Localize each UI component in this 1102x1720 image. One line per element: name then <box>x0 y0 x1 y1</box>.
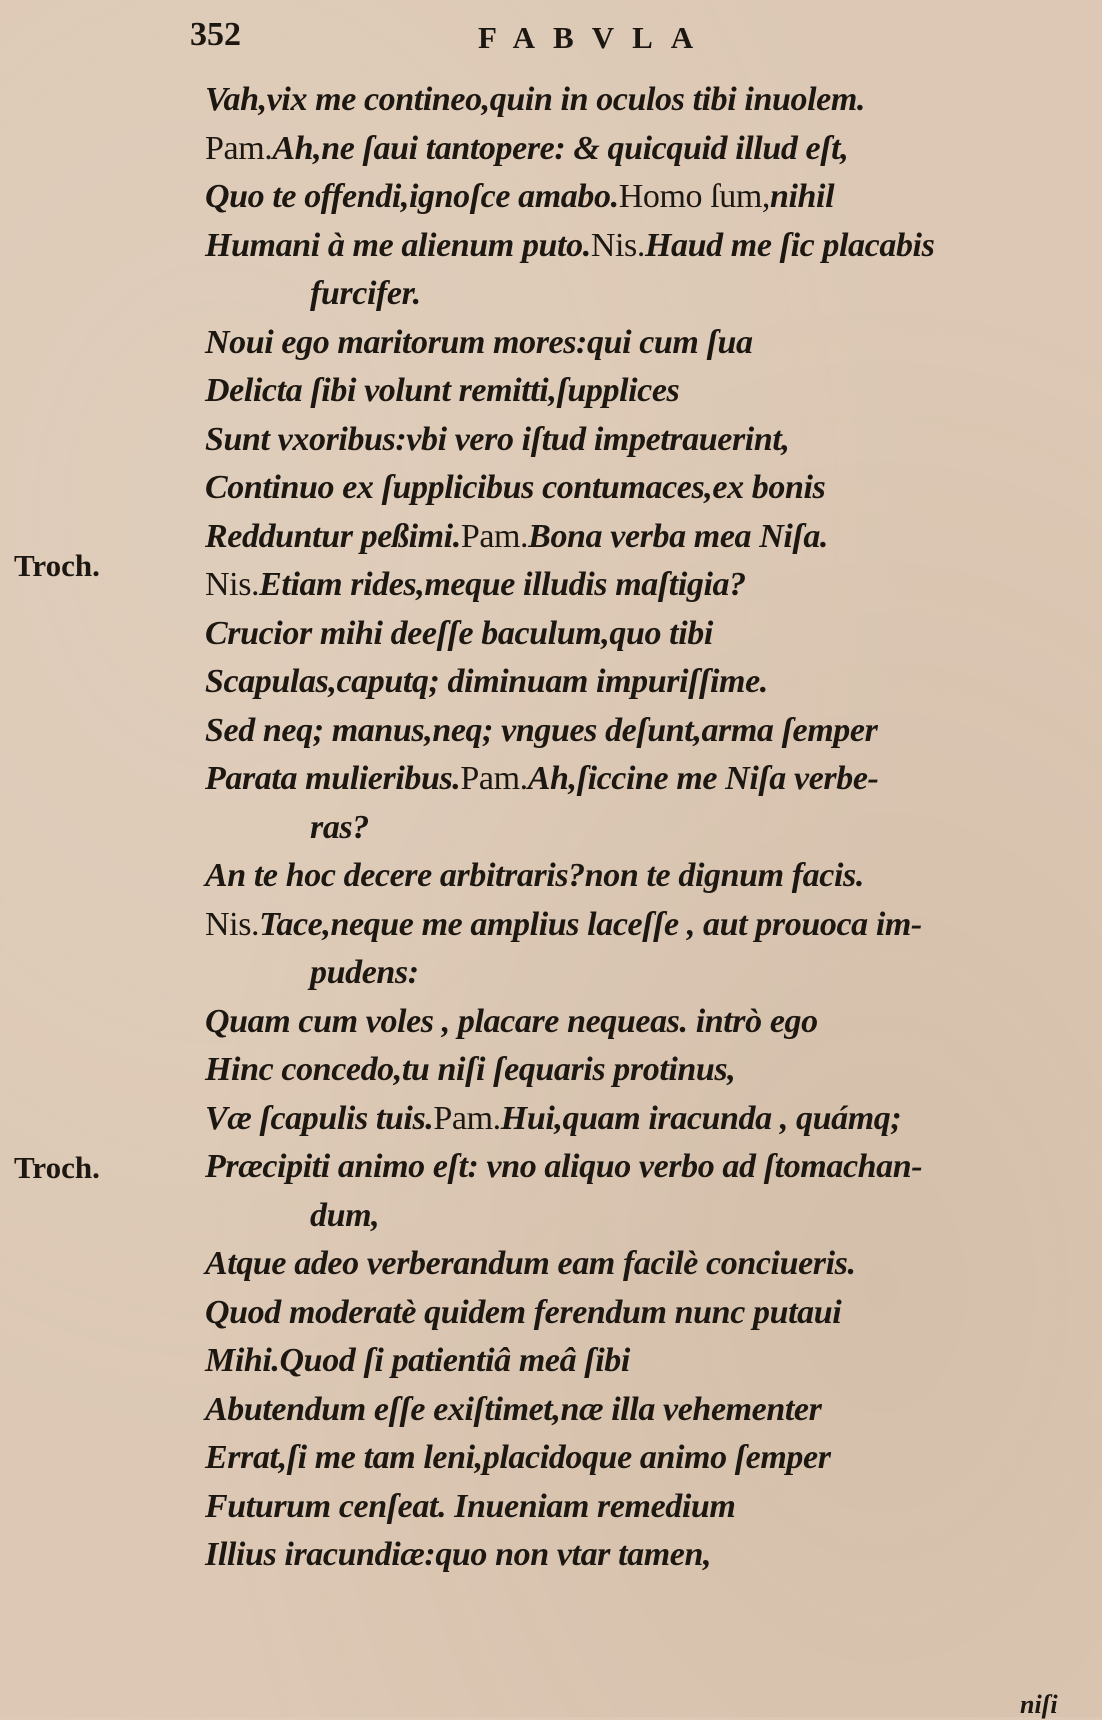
verse-line <box>205 464 1085 513</box>
verse-text: nihil <box>769 178 835 215</box>
verse-text: Ah,ſiccine me Niſa verbe- <box>527 760 879 797</box>
verse-line <box>205 852 1085 901</box>
verse-text: Illius iracundiæ:quo non vtar tamen, <box>205 1536 712 1573</box>
verse-text: Quo te offendi,ignoſce amabo. <box>205 178 619 215</box>
verse-text: Futurum cenſeat. Inueniam remedium <box>205 1487 736 1525</box>
verse-text: dum, <box>310 1196 380 1234</box>
speaker-label: Pam. <box>460 517 529 555</box>
verse-line <box>205 658 1085 707</box>
verse-line <box>205 76 1085 125</box>
verse-line <box>205 1143 1085 1192</box>
verse-line <box>205 1046 1085 1095</box>
verse-text: Delicta ſibi volunt remitti,ſupplices <box>205 372 680 409</box>
verse-text: Noui ego maritorum mores:qui cum ſua <box>205 323 753 361</box>
verse-text: furcifer. <box>310 275 421 312</box>
verse-text: Mihi.Quod ſi patientiâ meâ ſibi <box>205 1342 630 1379</box>
verse-text: Scapulas,caputq; diminuam impuriſſime. <box>205 663 768 700</box>
verse-text: Etiam rides,meque illudis maſtigia? <box>259 566 746 603</box>
verse-line <box>205 1289 1085 1338</box>
verse-line <box>205 998 1085 1047</box>
verse-line <box>205 1531 1085 1580</box>
verse-text: Tace,neque me amplius laceſſe , aut prouoca im- <box>259 905 922 943</box>
verse-text: Redduntur peßimi. <box>205 517 461 555</box>
verse-text: Sunt vxoribus:vbi vero iſtud impetrauerint, <box>205 420 790 458</box>
speaker-label: Nis. <box>590 226 645 264</box>
verse-line <box>205 125 1085 174</box>
verse-line <box>205 610 1085 659</box>
verse-line-continuation <box>205 804 1085 853</box>
verse-line <box>205 561 1085 610</box>
verse-text: Hinc concedo,tu niſi ſequaris protinus, <box>205 1051 736 1088</box>
speaker-label: Homo ſum, <box>618 178 770 215</box>
verse-line <box>205 1337 1085 1386</box>
verse-line-continuation <box>205 1192 1085 1241</box>
verse-text: Abutendum eſſe exiſtimet,næ illa vehementer <box>205 1390 822 1428</box>
verse-line <box>205 222 1085 271</box>
verse-text: Ah,ne ſaui tantopere: & quicquid illud eſt, <box>272 129 849 167</box>
verse-text: Quod moderatè quidem ferendum nunc putaui <box>205 1293 842 1331</box>
verse-line <box>205 707 1085 756</box>
verse-text: ras? <box>310 808 369 846</box>
speaker-label: Pam. <box>433 1099 501 1137</box>
verse-text: Sed neq; manus,neq; vngues deſunt,arma ſemper <box>205 711 878 749</box>
verse-line <box>205 1386 1085 1435</box>
verse-text: Quam cum voles , placare nequeas. intrò ego <box>205 1002 818 1040</box>
verse-text: Atque adeo verberandum eam facilè conciueris. <box>205 1245 856 1282</box>
verse-text: Præcipiti animo eſt: vno aliquo verbo ad ſtomachan- <box>205 1148 923 1185</box>
verse-text: Crucior mihi deeſſe baculum,quo tibi <box>205 614 713 652</box>
speaker-label: Pam. <box>205 129 273 167</box>
speaker-label: Nis. <box>205 905 260 943</box>
verse-text: Parata mulieribus. <box>205 760 461 797</box>
verse-line-continuation <box>205 949 1085 998</box>
speaker-label: Pam. <box>460 760 528 797</box>
verse-line <box>205 513 1085 562</box>
verse-text: Haud me ſic placabis <box>644 226 935 264</box>
verse-line <box>205 1240 1085 1289</box>
verse-text: Continuo ex ſupplicibus contumaces,ex bonis <box>205 469 826 506</box>
verse-line <box>205 901 1085 950</box>
verse-line <box>205 416 1085 465</box>
verse-line-continuation <box>205 270 1085 319</box>
verse-line <box>205 755 1085 804</box>
verse-text: Humani à me alienum puto. <box>205 226 591 264</box>
running-title: FABVLA <box>478 20 712 55</box>
verse-line <box>205 173 1085 222</box>
margin-note-troch-2: Troch. <box>14 1150 100 1185</box>
verse-text: Vah,vix me contineo,quin in oculos tibi inuolem. <box>205 81 865 118</box>
verse-line <box>205 1434 1085 1483</box>
verse-line <box>205 319 1085 368</box>
page-number: 352 <box>190 16 241 53</box>
verse-text-block <box>205 76 1085 1580</box>
verse-text: Bona verba mea Niſa. <box>528 517 829 555</box>
verse-text: An te hoc decere arbitraris?non te dignum facis. <box>205 857 864 894</box>
verse-line <box>205 1483 1085 1532</box>
catchword: niſi <box>1020 1690 1058 1719</box>
verse-text: Væ ſcapulis tuis. <box>205 1099 434 1137</box>
verse-line <box>205 367 1085 416</box>
margin-note-troch-1: Troch. <box>14 548 100 583</box>
verse-text: Hui,quam iracunda , quámq; <box>500 1099 902 1137</box>
verse-text: pudens: <box>310 954 419 991</box>
verse-text: Errat,ſi me tam leni,placidoque animo ſemper <box>205 1439 831 1476</box>
page-header <box>0 8 1102 60</box>
verse-line <box>205 1095 1085 1144</box>
speaker-label: Nis. <box>205 566 260 603</box>
